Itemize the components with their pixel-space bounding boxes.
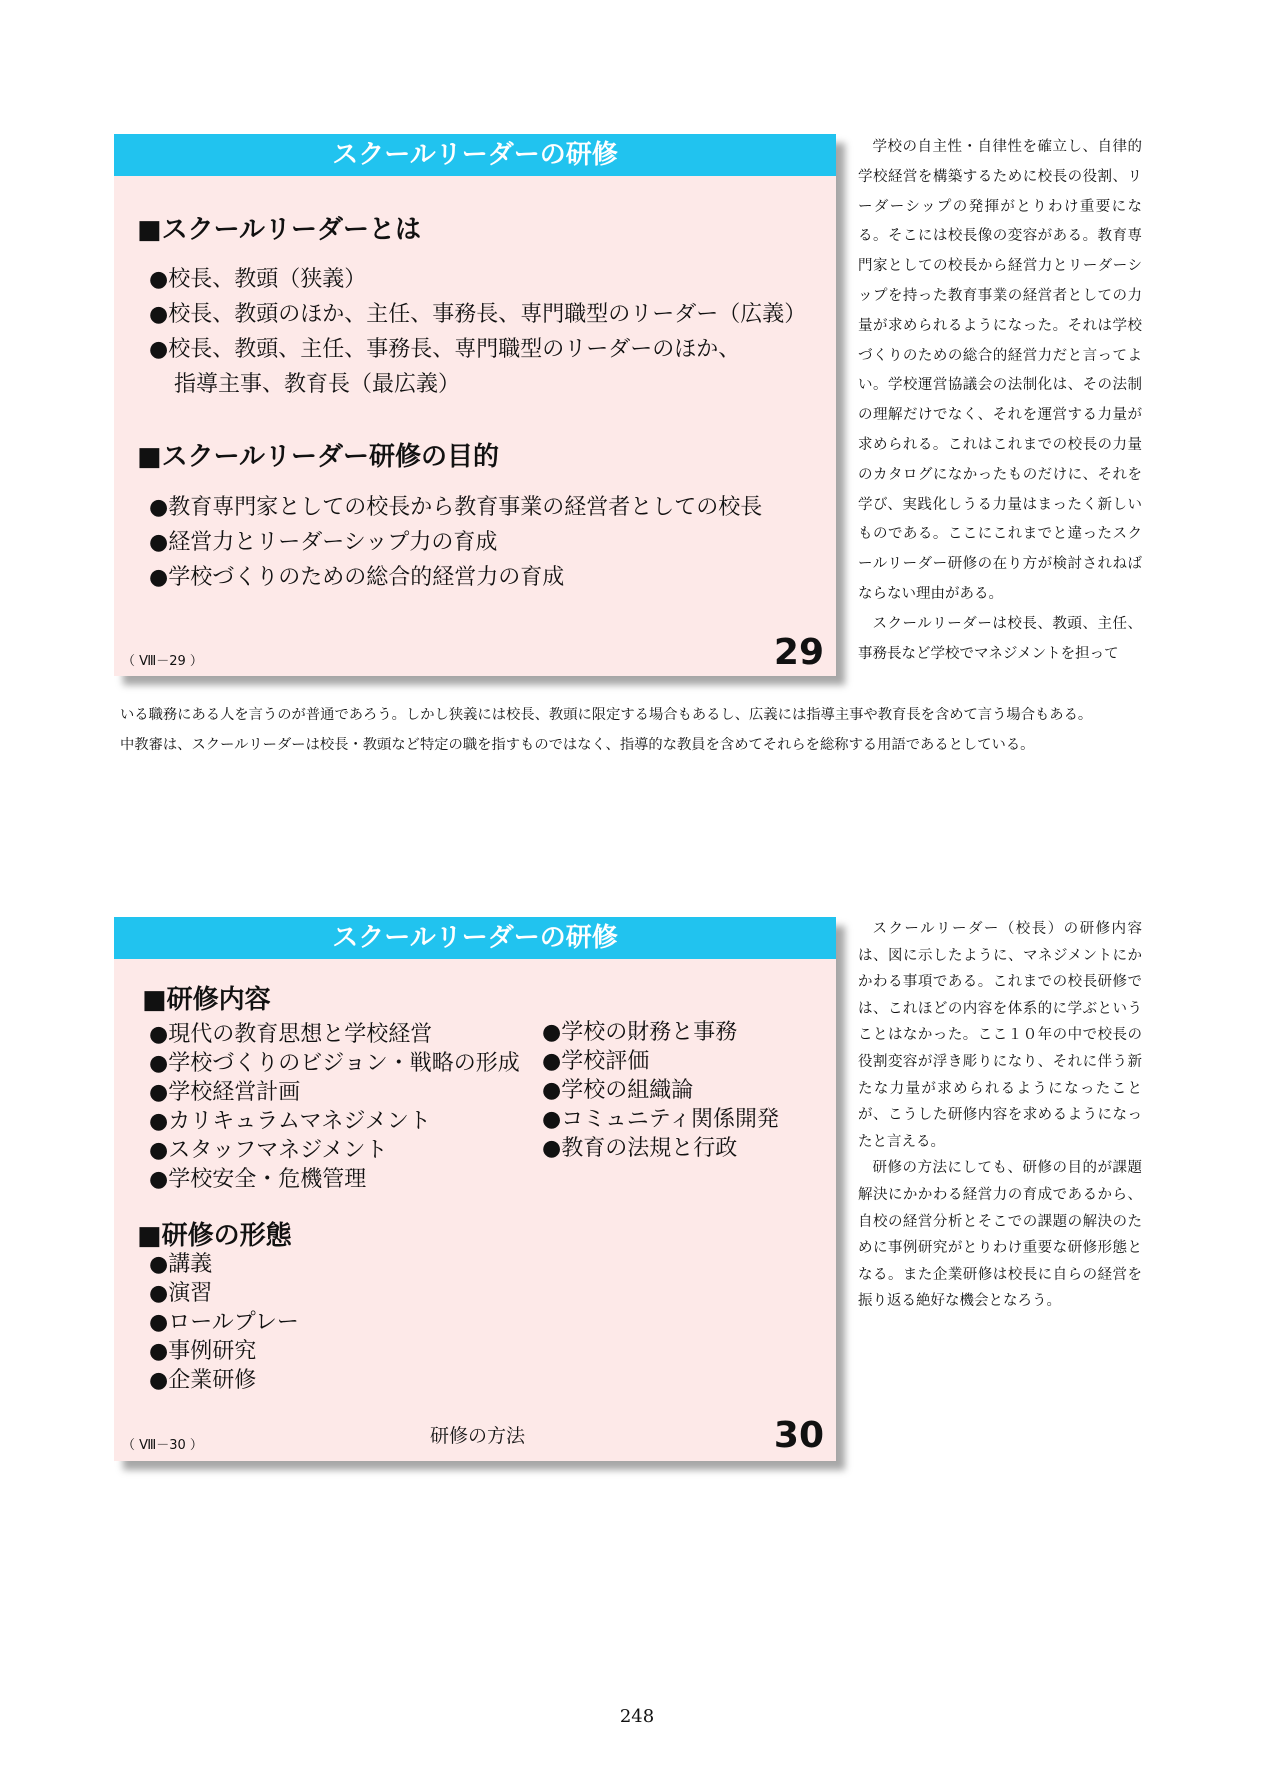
slide-ref: （ Ⅷ－29 ）: [122, 654, 203, 669]
list-item: ●学校評価: [542, 1049, 650, 1074]
paragraph: スクールリーダー（校長）の研修内容は、図に示したように、マネジメントにかかわる事項である。これまでの校長研修では、これほどの内容を体系的に学ぶということはなかった。ここ１０年の中で校長の役割変容が浮き彫りになり、それに伴う新たな力量が求められるようになったことが、こうした研修内容を求めるようになったと言える。: [858, 921, 1142, 1150]
commentary-continuation: [120, 701, 1150, 760]
definition-list: [149, 262, 806, 402]
slide-title: スクールリーダーの研修: [114, 917, 836, 959]
forms-list: [149, 1250, 299, 1395]
slide-30: [114, 917, 836, 1461]
list-item: 指導主事、教育長（最広義）: [174, 372, 461, 397]
list-item: ●学校の組織論: [542, 1078, 694, 1103]
purpose-list: [149, 490, 762, 595]
section-heading: ■研修の形態: [137, 1221, 292, 1251]
list-item: ●学校経営計画: [149, 1080, 301, 1105]
list-item: ●校長、教頭のほか、主任、事務長、専門職型のリーダー（広義）: [149, 302, 807, 327]
slide-29: [114, 134, 836, 676]
paragraph: スクールリーダーは校長、教頭、主任、事務長など学校でマネジメントを担って: [858, 615, 1142, 662]
section-heading: ■スクールリーダーとは: [137, 215, 422, 245]
paragraph: 研修の方法にしても、研修の目的が課題解決にかかわる経営力の育成であるから、自校の経営分析とそこでの課題の解決のために事例研究がとりわけ重要な研修形態となる。また企業研修は校長に自らの経営を振り返る絶好な機会となろう。: [858, 1160, 1142, 1310]
list-item: ●コミュニティ関係開発: [542, 1107, 779, 1132]
list-item: ●校長、教頭（狭義）: [149, 267, 367, 292]
list-item: ●カリキュラムマネジメント: [149, 1109, 431, 1134]
list-item: ●演習: [149, 1281, 213, 1306]
content-list-right: [542, 1018, 779, 1163]
content-list-left: [149, 1020, 520, 1194]
slide-number: 30: [773, 1415, 824, 1456]
commentary-1: [858, 133, 1142, 669]
list-item: ●講義: [149, 1252, 213, 1277]
list-item: ●校長、教頭、主任、事務長、専門職型のリーダーのほか、: [149, 337, 741, 362]
slide-ref: （ Ⅷ－30 ）: [122, 1438, 203, 1453]
list-item: ●事例研究: [149, 1339, 257, 1364]
list-item: ●学校づくりのビジョン・戦略の形成: [149, 1051, 520, 1076]
list-item: ●学校づくりのための総合的経営力の育成: [149, 565, 565, 590]
slide-caption: 研修の方法: [430, 1425, 526, 1447]
list-item: ●教育の法規と行政: [542, 1136, 738, 1161]
section-heading: ■スクールリーダー研修の目的: [137, 442, 500, 472]
list-item: ●経営力とリーダーシップ力の育成: [149, 530, 498, 555]
list-item: ●現代の教育思想と学校経営: [149, 1022, 433, 1047]
section-heading: ■研修内容: [142, 985, 271, 1015]
list-item: ●教育専門家としての校長から教育事業の経営者としての校長: [149, 495, 763, 520]
paragraph: 学校の自主性・自律性を確立し、自律的学校経営を構築するために校長の役割、リーダーシップの発揮がとりわけ重要になる。そこには校長像の変容がある。教育専門家としての校長から経営力とリーダーシップを持った教育事業の経営者としての力量が求められるようになった。それは学校づくりのための総合的経営力だと言ってよい。学校運営協議会の法制化は、その法制の理解だけでなく、それを運営する力量が求められる。これはこれまでの校長の力量のカタログになかったものだけに、それを学び、実践化しうる力量はまったく新しいものである。ここにこれまでと違ったスクールリーダー研修の在り方が検討されねばならない理由がある。: [858, 139, 1142, 602]
text-line: 中教審は、スクールリーダーは校長・教頭など特定の職を指すものではなく、指導的な教員を含めてそれらを総称する用語であるとしている。: [120, 736, 1035, 753]
list-item: ●企業研修: [149, 1368, 257, 1393]
list-item: ●スタッフマネジメント: [149, 1138, 388, 1163]
slide-number: 29: [773, 632, 824, 673]
list-item: ●学校の財務と事務: [542, 1020, 738, 1045]
slide-title: スクールリーダーの研修: [114, 134, 836, 176]
text-line: いる職務にある人を言うのが普通であろう。しかし狭義には校長、教頭に限定する場合もあるし、広義には指導主事や教育長を含めて言う場合もある。: [120, 707, 1093, 723]
page-number: 248: [619, 1706, 655, 1727]
list-item: ●ロールプレー: [149, 1310, 299, 1335]
commentary-2: [858, 916, 1142, 1315]
list-item: ●学校安全・危機管理: [149, 1167, 367, 1192]
